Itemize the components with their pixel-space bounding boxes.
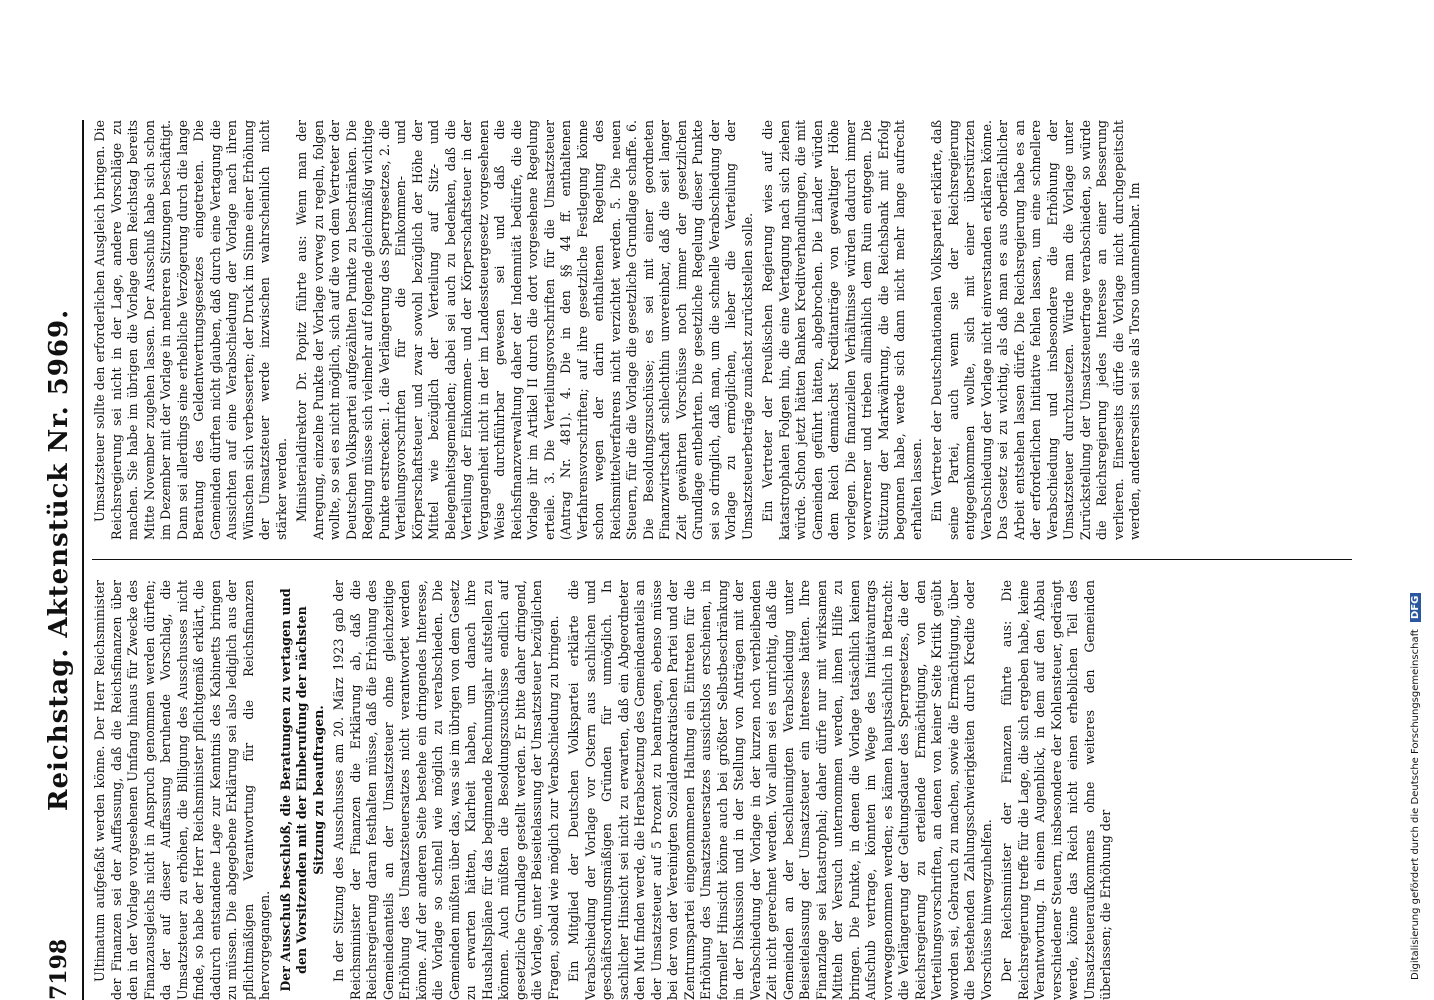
paragraph: In der Sitzung des Ausschusses am 20. März 1923 gab der Reichsminister der Finanzen die Erklärung ab, daß die Reichsregierung daran festhalten müsse, daß die Erhöhung des Gemeindeanteils an der Umsatzsteuer ohne gleichzeitige Erhöhung des Umsatzsteuersatzes nicht verantwortet werden könne. Auf der anderen Seite bestehe ein dringendes Interesse, die Vorlage so schnell wie möglich zu verabschieden. Die Gemeinden müßten über das, was sie im übrigen von dem Gesetz zu erwarten hätten, Klarheit haben, um danach ihre Haushaltspläne für das beginnende Rechnungsjahr aufstellen zu können. Auch müßten die Besoldungszuschüsse endlich auf gesetzliche Grundlage gestellt werden. Er bitte daher dringend, die Vorlage, unter Beiseitelassung der Umsatzsteuer bezüglichen Fragen, sobald wie möglich zur Verabschiedung zu bringen. — [331, 580, 561, 1000]
paragraph: Der Reichsminister der Finanzen führte aus: Die Reichsregierung treffe für die Lage, die sich ergeben habe, keine Verantwortung. In einem Augenblick, in dem auf den Abbau verschiedener Steuern, insbesondere der Kohlensteuer, gedrängt werde, könne das Reich nicht einen erheblichen Teil des Umsatzsteueraufkommens ohne weiteres den Gemeinden überlassen; die Erhöhung der — [999, 580, 1113, 1000]
right-column — [92, 120, 1352, 540]
document-page — [40, 120, 1360, 1000]
paragraph: Ein Mitglied der Deutschen Volkspartei erklärte die Verabschiedung der Vorlage vor Ostern aus sachlichen und geschäftsordnungsmäßigen Gründen für unmöglich. In sachlicher Hinsicht sei nicht zu erwarten, daß ein Abgeordneter den Mut finden werde, die Herabsetzung des Gemeindeanteils an der Umsatzsteuer auf 5 Prozent zu beantragen, ebenso müsse bei der von der Vereinigten Sozialdemokratischen Partei und der Zentrumspartei eingenommenen Haltung ein Eintreten für die Erhöhung des Umsatzsteuersatzes aussichtslos erscheinen, in formeller Hinsicht könne auch bei größter Selbstbeschränkung in der Diskussion und in der Stellung von Anträgen mit der Verabschiedung der Vorlage in der kurzen noch verbleibenden Zeit nicht gerechnet werden. Vor allem sei es unrichtig, daß die Gemeinden an der beschleunigten Verabschiedung unter Beiseitelassung der Umsatzsteuer ein Interesse hätten. Ihre Finanzlage sei katastrophal; daher dürfe nur mit wirksamen Mitteln der Versuch unternommen werden, ihnen Hilfe zu bringen. Die Punkte, in denen die Vorlage tatsächlich keinen Aufschub vertrage, könnten im Wege des Initiativantrags vorweggenommen werden; es kämen hauptsächlich in Betracht: die Verlängerung der Geltungsdauer des Sperrgesetzes, die der Reichsregierung zu erteilende Ermächtigung, von den Verteilungsvorschriften, an denen von keiner Seite Kritik geübt worden sei, Gebrauch zu machen, sowie die Ermächtigung, über die bestehenden Zahlungsschwierigkeiten durch Kredite oder Vorschüsse hinwegzuhelfen. — [566, 580, 994, 1000]
page-header — [40, 120, 80, 1000]
left-column — [92, 580, 1352, 1000]
page-number: 7198 — [46, 938, 72, 1000]
paragraph: Umsatzsteuer sollte den erforderlichen Ausgleich bringen. Die Reichsregierung sei nicht in der Lage, andere Vorschläge zu machen. Sie habe im übrigen die Vorlage dem Reichstag bereits Mitte November zugehen lassen. Der Ausschuß habe sich schon im Dezember mit der Vorlage in mehreren Sitzungen beschäftigt. Dann sei allerdings eine erhebliche Verzögerung durch die lange Beratung des Geldentwertungsgesetzes eingetreten. Die Gemeinden dürften nicht glauben, daß durch eine Vertagung die Aussichten auf eine Verabschiedung der Vorlage nach ihren Wünschen sich verbesserten; der Druck im Sinne einer Erhöhung der Umsatzsteuer werde inzwischen wahrscheinlich nicht stärker werden. — [92, 120, 289, 540]
digitization-credit — [1410, 593, 1421, 980]
dfg-logo: DFG — [1410, 593, 1421, 622]
paragraph: Ultimatum aufgefaßt werden könne. Der Herr Reichsminister der Finanzen sei der Auffassung, daß die Reichsfinanzen über den in der Vorlage vorgesehenen Umfang hinaus für Zwecke des Finanzausgleichs nicht in Anspruch genommen werden dürften; da der auf dieser Auffassung beruhende Vorschlag, die Umsatzsteuer zu erhöhen, die Billigung des Ausschusses nicht finde, so habe der Herr Reichsminister pflichtgemäß erklärt, die dadurch entstandene Lage zur Kenntnis des Kabinetts bringen zu müssen. Die abgegebene Erklärung sei also lediglich aus der pflichtmäßigen Verantwortung für die Reichsfinanzen hervorgegangen. — [92, 580, 272, 1000]
column-divider — [92, 559, 1352, 560]
paragraph: Ein Vertreter der Deutschnationalen Volkspartei erklärte, daß seine Partei, auch wenn sie der Reichsregierung entgegenkommen wollte, sich mit einer überstürzten Verabschiedung der Vorlage nicht einverstanden erklären könne. Das Gesetz sei zu wichtig, als daß man es aus oberflächlicher Arbeit entstehen lassen dürfe. Die Reichsregierung habe es an der erforderlichen Initiative fehlen lassen, um eine schnellere Verabschiedung und insbesondere die Erhöhung der Umsatzsteuer durchzusetzen. Würde man die Vorlage unter Zurückstellung der Umsatzsteuerfrage verabschieden, so würde die Reichsregierung jedes Interesse an einer Besserung verlieren. Einerseits dürfe die Vorlage nicht durchgepeitscht werden, andererseits sei sie als Torso unannehmbar. Im — [929, 120, 1142, 540]
resolution-text: Der Ausschuß beschloß, die Beratungen zu vertagen und den Vorsitzenden mit der Einberufung der nächsten Sitzung zu beauftragen. — [277, 588, 326, 992]
paragraph: Ministerialdirektor Dr. Popitz führte aus: Wenn man der Anregung, einzelne Punkte der Vorlage vorweg zu regeln, folgen wollte, so sei es nicht möglich, sich auf die von dem Vertreter der Deutschen Volkspartei aufgezählten Punkte zu beschränken. Die Regelung müsse sich vielmehr auf folgende gleichmäßig wichtige Punkte erstrecken: 1. die Verlängerung des Sperrgesetzes, 2. die Verteilungsvorschriften für die Einkommen- und Körperschaftsteuer und zwar sowohl bezüglich der Höhe der Mittel wie bezüglich der Verteilung auf Sitz- und Belegenheitsgemeinden; dabei sei auch zu bedenken, daß die Verteilung der Einkommen- und der Körperschaftsteuer in der Vergangenheit nicht in der im Landessteuergesetz vorgesehenen Weise durchführbar gewesen sei und daß die Reichsfinanzverwaltung daher der Indemnität bedürfe, die die Vorlage ihr im Artikel II durch die dort vorgesehene Regelung erteile. 3. Die Verteilungsvorschriften für die Umsatzsteuer (Antrag Nr. 481). 4. Die in den §§ 44 ff. enthaltenen Verfahrensvorschriften; auf ihre gesetzliche Festlegung könne schon wegen der darin enthaltenen Regelung des Reichsmittelverfahrens nicht verzichtet werden. 5. Die neuen Steuern, für die die Vorlage die gesetzliche Grundlage schaffe. 6. Die Besoldungszuschüsse; es sei mit einer geordneten Finanzwirtschaft schlechthin unvereinbar, daß die seit langer Zeit gewährten Vorschüsse noch immer der gesetzlichen Grundlage entbehrten. Die gesetzliche Regelung dieser Punkte sei so dringlich, daß man, um die schnelle Verabschiedung der Vorlage zu ermöglichen, lieber die Verteilung der Umsatzsteuerbeträge zunächst zurückstellen solle. — [294, 120, 755, 540]
header-rule — [82, 120, 84, 1000]
page-title: Reichstag. Aktenstück Nr. 5969. — [44, 308, 74, 812]
digitization-note: Digitalisierung gefördert durch die Deutsche Forschungsgemeinschaft — [1410, 629, 1421, 980]
paragraph: Ein Vertreter der Preußischen Regierung wies auf die katastrophalen Folgen hin, die eine Vertagung nach sich ziehen würde. Schon jetzt hätten Banken Kreditverhandlungen, die mit Gemeinden geführt hätten, abgebrochen. Die Länder würden dem Reich demnächst Kreditanträge von gewaltiger Höhe vorlegen. Die finanziellen Verhältnisse würden dadurch immer verworrener und trieben allmählich dem Ruin entgegen. Die Stützung der Markwährung, die die Reichsbank mit Erfolg begonnen habe, werde sich dann nicht mehr lange aufrecht erhalten lassen. — [760, 120, 924, 540]
